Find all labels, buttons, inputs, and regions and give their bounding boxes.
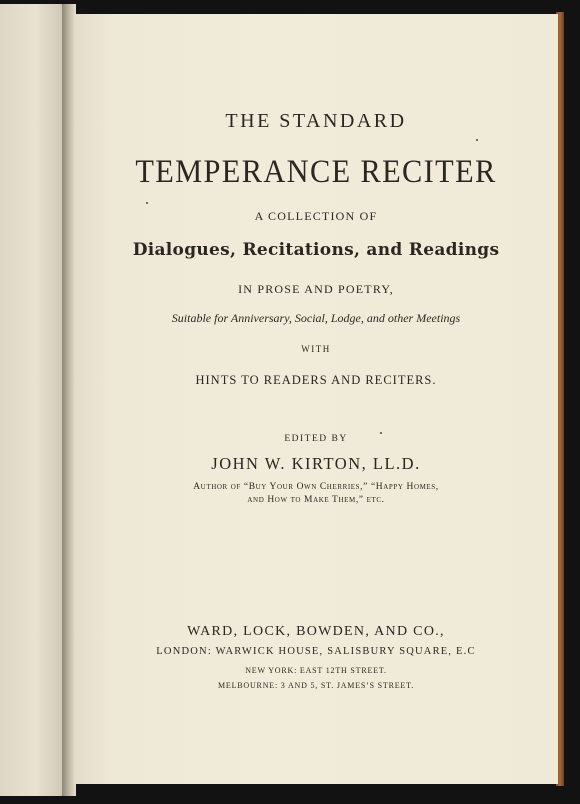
subtitle-prose-poetry: IN PROSE AND POETRY, bbox=[238, 282, 394, 296]
title-line-1: THE STANDARD bbox=[225, 110, 407, 132]
new-york-address: NEW YORK: EAST 12TH STREET. bbox=[245, 666, 387, 675]
author-credit-line-2: and How to Make Them,” etc. bbox=[247, 495, 385, 505]
subtitle-collection: A COLLECTION OF bbox=[254, 209, 378, 223]
paper-speck bbox=[380, 432, 382, 434]
subtitle-dialogues: Dialogues, Recitations, and Readings bbox=[132, 240, 500, 260]
publisher-name: WARD, LOCK, BOWDEN, AND CO., bbox=[187, 624, 445, 639]
paper-speck bbox=[146, 202, 148, 204]
hints-line: HINTS TO READERS AND RECITERS. bbox=[195, 373, 437, 387]
book-title: TEMPERANCE RECITER bbox=[135, 154, 497, 190]
editor-name: JOHN W. KIRTON, LL.D. bbox=[211, 454, 421, 473]
with-line: WITH bbox=[301, 344, 331, 354]
melbourne-address: MELBOURNE: 3 AND 5, ST. JAMES’S STREET. bbox=[217, 681, 415, 690]
paper-speck bbox=[476, 139, 478, 141]
london-address: LONDON: WARWICK HOUSE, SALISBURY SQUARE, E.C bbox=[156, 646, 476, 657]
title-page bbox=[74, 14, 558, 784]
facing-page bbox=[0, 4, 64, 796]
suitable-for-line: Suitable for Anniversary, Social, Lodge, and other Meetings bbox=[171, 311, 461, 325]
author-credit-line-1: Author of “Buy Your Own Cherries,” “Happy Homes, bbox=[193, 482, 439, 492]
edited-by-label: EDITED BY bbox=[284, 434, 348, 444]
